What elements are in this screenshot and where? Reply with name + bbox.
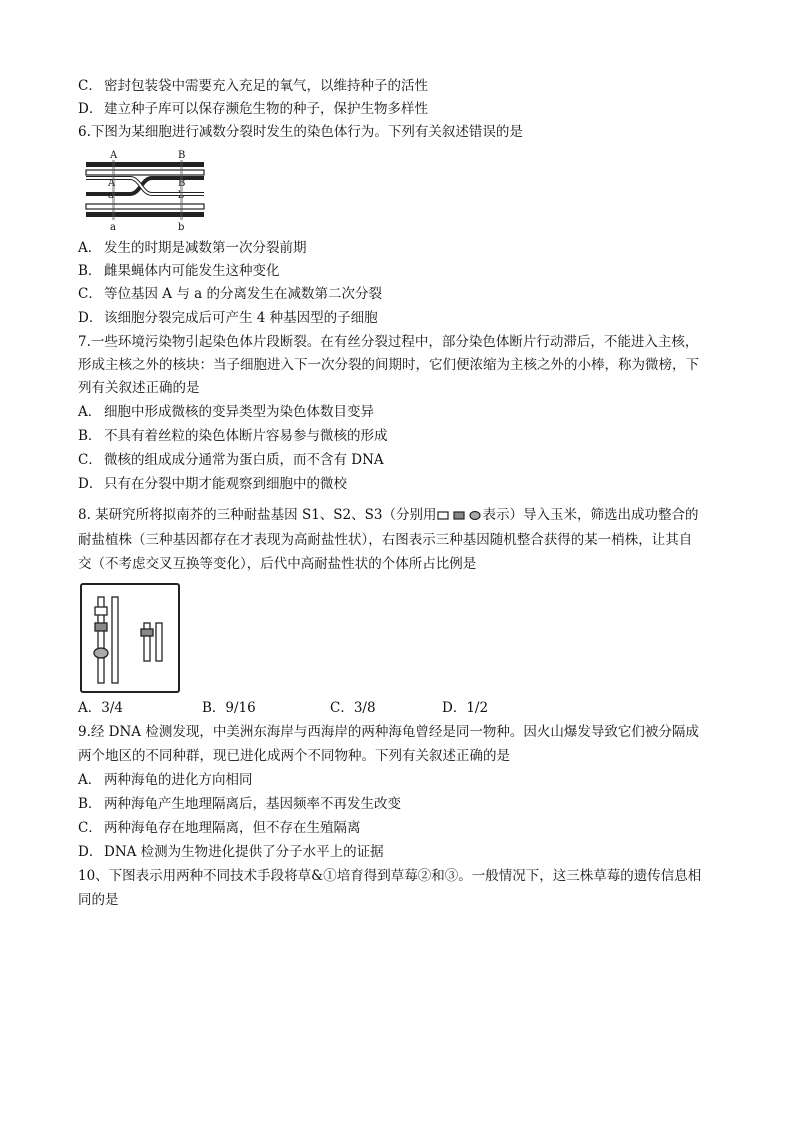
- label-B-top: B: [178, 150, 186, 161]
- option-text: 等位基因 A 与 a 的分离发生在减数第二次分裂: [104, 286, 382, 302]
- option-text: 3/8: [353, 700, 376, 716]
- q9-option-c: [78, 818, 361, 838]
- option-text: 两种海龟存在地理隔离，但不存在生殖隔离: [104, 820, 361, 836]
- q6-stem: 6.下图为某细胞进行减数分裂时发生的染色体行为。下列有关叙述错误的是: [78, 124, 523, 140]
- q8-stem-part1: 8. 某研究所将拟南芥的三种耐盐基因 S1、S2、S3（分别用: [78, 507, 437, 523]
- option-text: 3/4: [101, 700, 123, 716]
- gene-s3-icon: [94, 648, 108, 658]
- gene-symbols: [436, 509, 482, 523]
- q9-option-b: [78, 794, 401, 814]
- label-b-mid: b: [178, 190, 185, 201]
- option-text: 两种海龟的进化方向相同: [104, 772, 253, 788]
- gene-s2-icon: [454, 512, 464, 519]
- gene-s3-icon: [470, 511, 480, 519]
- option-text: 只有在分裂中期才能观察到细胞中的微校: [104, 476, 347, 492]
- q8-option-d: [442, 698, 488, 718]
- gene-s2-icon: [95, 623, 107, 631]
- option-letter: D．: [78, 101, 103, 117]
- q8-option-b: [202, 698, 330, 718]
- gene-integration-figure: [80, 583, 180, 693]
- option-letter: B．: [78, 428, 102, 444]
- option-text: 两种海龟产生地理隔离后，基因频率不再发生改变: [104, 796, 401, 812]
- option-text: 1/2: [466, 700, 489, 716]
- q5-option-c: [78, 76, 428, 96]
- q6-option-d: [78, 308, 378, 328]
- label-A-top: A: [110, 150, 118, 161]
- q7-option-d: [78, 474, 347, 494]
- q8-options: [78, 698, 488, 718]
- option-letter: C．: [78, 78, 102, 94]
- option-letter: A．: [78, 404, 102, 420]
- option-letter: B．: [78, 796, 102, 812]
- q6-option-b: [78, 261, 280, 281]
- option-letter: A．: [78, 700, 102, 716]
- label-b-bot: b: [178, 222, 185, 232]
- q8-stem-part2: 表示）导入玉米，筛选出成功整合的: [482, 507, 699, 523]
- q9-option-d: [78, 842, 384, 862]
- option-letter: C．: [78, 286, 102, 302]
- gene-s2-icon: [141, 629, 153, 636]
- q7-option-a: [78, 402, 374, 422]
- label-B-mid: B: [178, 178, 186, 189]
- option-text: 密封包装袋中需要充入充足的氧气，以维持种子的活性: [104, 78, 428, 94]
- option-letter: C．: [330, 700, 354, 716]
- q7-stem-line2: 形成主核之外的核块：当子细胞进入下一次分裂的间期时，它们便浓缩为主核之外的小棒，称为微榜，下: [78, 357, 699, 373]
- q8-option-c: [330, 698, 442, 718]
- q10-stem-line2: 同的是: [78, 892, 119, 908]
- q6-option-c: [78, 284, 382, 304]
- q6-option-a: [78, 238, 307, 258]
- q9-option-a: [78, 770, 253, 790]
- gene-s1-icon: [438, 512, 448, 519]
- option-letter: A．: [78, 240, 102, 256]
- option-text: 细胞中形成微核的变异类型为染色体数目变异: [104, 404, 374, 420]
- q7-stem-line3: 列有关叙述正确的是: [78, 380, 200, 396]
- q7-option-b: [78, 426, 388, 446]
- chromosome-crossover-figure: [80, 148, 210, 232]
- q8-stem-line3: 交（不考虑交叉互换等变化），后代中高耐盐性状的个体所占比例是: [78, 556, 477, 572]
- option-letter: D．: [78, 476, 103, 492]
- option-letter: C．: [78, 820, 102, 836]
- option-text: 微核的组成成分通常为蛋白质，而不含有 DNA: [104, 452, 384, 468]
- label-a-mid: a: [108, 190, 114, 201]
- label-a-bot: a: [110, 222, 116, 232]
- option-letter: D．: [78, 844, 103, 860]
- option-letter: B．: [78, 263, 102, 279]
- option-letter: A．: [78, 772, 102, 788]
- option-letter: C．: [78, 452, 102, 468]
- option-letter: B．: [202, 700, 226, 716]
- label-A-mid: A: [108, 178, 116, 189]
- option-text: 发生的时期是减数第一次分裂前期: [104, 240, 307, 256]
- option-letter: D．: [442, 700, 467, 716]
- option-text: 不具有着丝粒的染色体断片容易参与微核的形成: [104, 428, 388, 444]
- option-text: 9/16: [225, 700, 256, 716]
- option-text: 该细胞分裂完成后可产生 4 种基因型的子细胞: [104, 310, 378, 326]
- q9-stem-line1: 9.经 DNA 检测发现，中美洲东海岸与西海岸的两种海龟曾经是同一物种。因火山爆发导致它们被分隔成: [78, 724, 699, 740]
- q8-stem-line2: 耐盐植株（三种基因都存在才表现为高耐盐性状），右图表示三种基因随机整合获得的某一梢株，让其自: [78, 532, 693, 548]
- q10-stem-line1: 10、下图表示用两种不同技术手段将草&①培育得到草莓②和③。一般情况下，这三株草莓的遗传信息相: [78, 868, 702, 884]
- q7-stem-line1: 7.一些环境污染物引起染色体片段断裂。在有丝分裂过程中，部分染色体断片行动滞后，不能进入主核，: [78, 334, 699, 350]
- q8-option-a: [78, 698, 202, 718]
- option-text: 雌果蝇体内可能发生这种变化: [104, 263, 280, 279]
- gene-s1-icon: [95, 607, 107, 615]
- option-text: DNA 检测为生物进化提供了分子水平上的证据: [104, 844, 384, 860]
- option-letter: D．: [78, 310, 103, 326]
- q7-option-c: [78, 450, 384, 470]
- q9-stem-line2: 两个地区的不同种群，现已进化成两个不同物种。下列有关叙述正确的是: [78, 748, 510, 764]
- option-text: 建立种子库可以保存濒危生物的种子，保护生物多样性: [104, 101, 428, 117]
- q5-option-d: [78, 99, 428, 119]
- q8-stem-line1: [78, 505, 698, 525]
